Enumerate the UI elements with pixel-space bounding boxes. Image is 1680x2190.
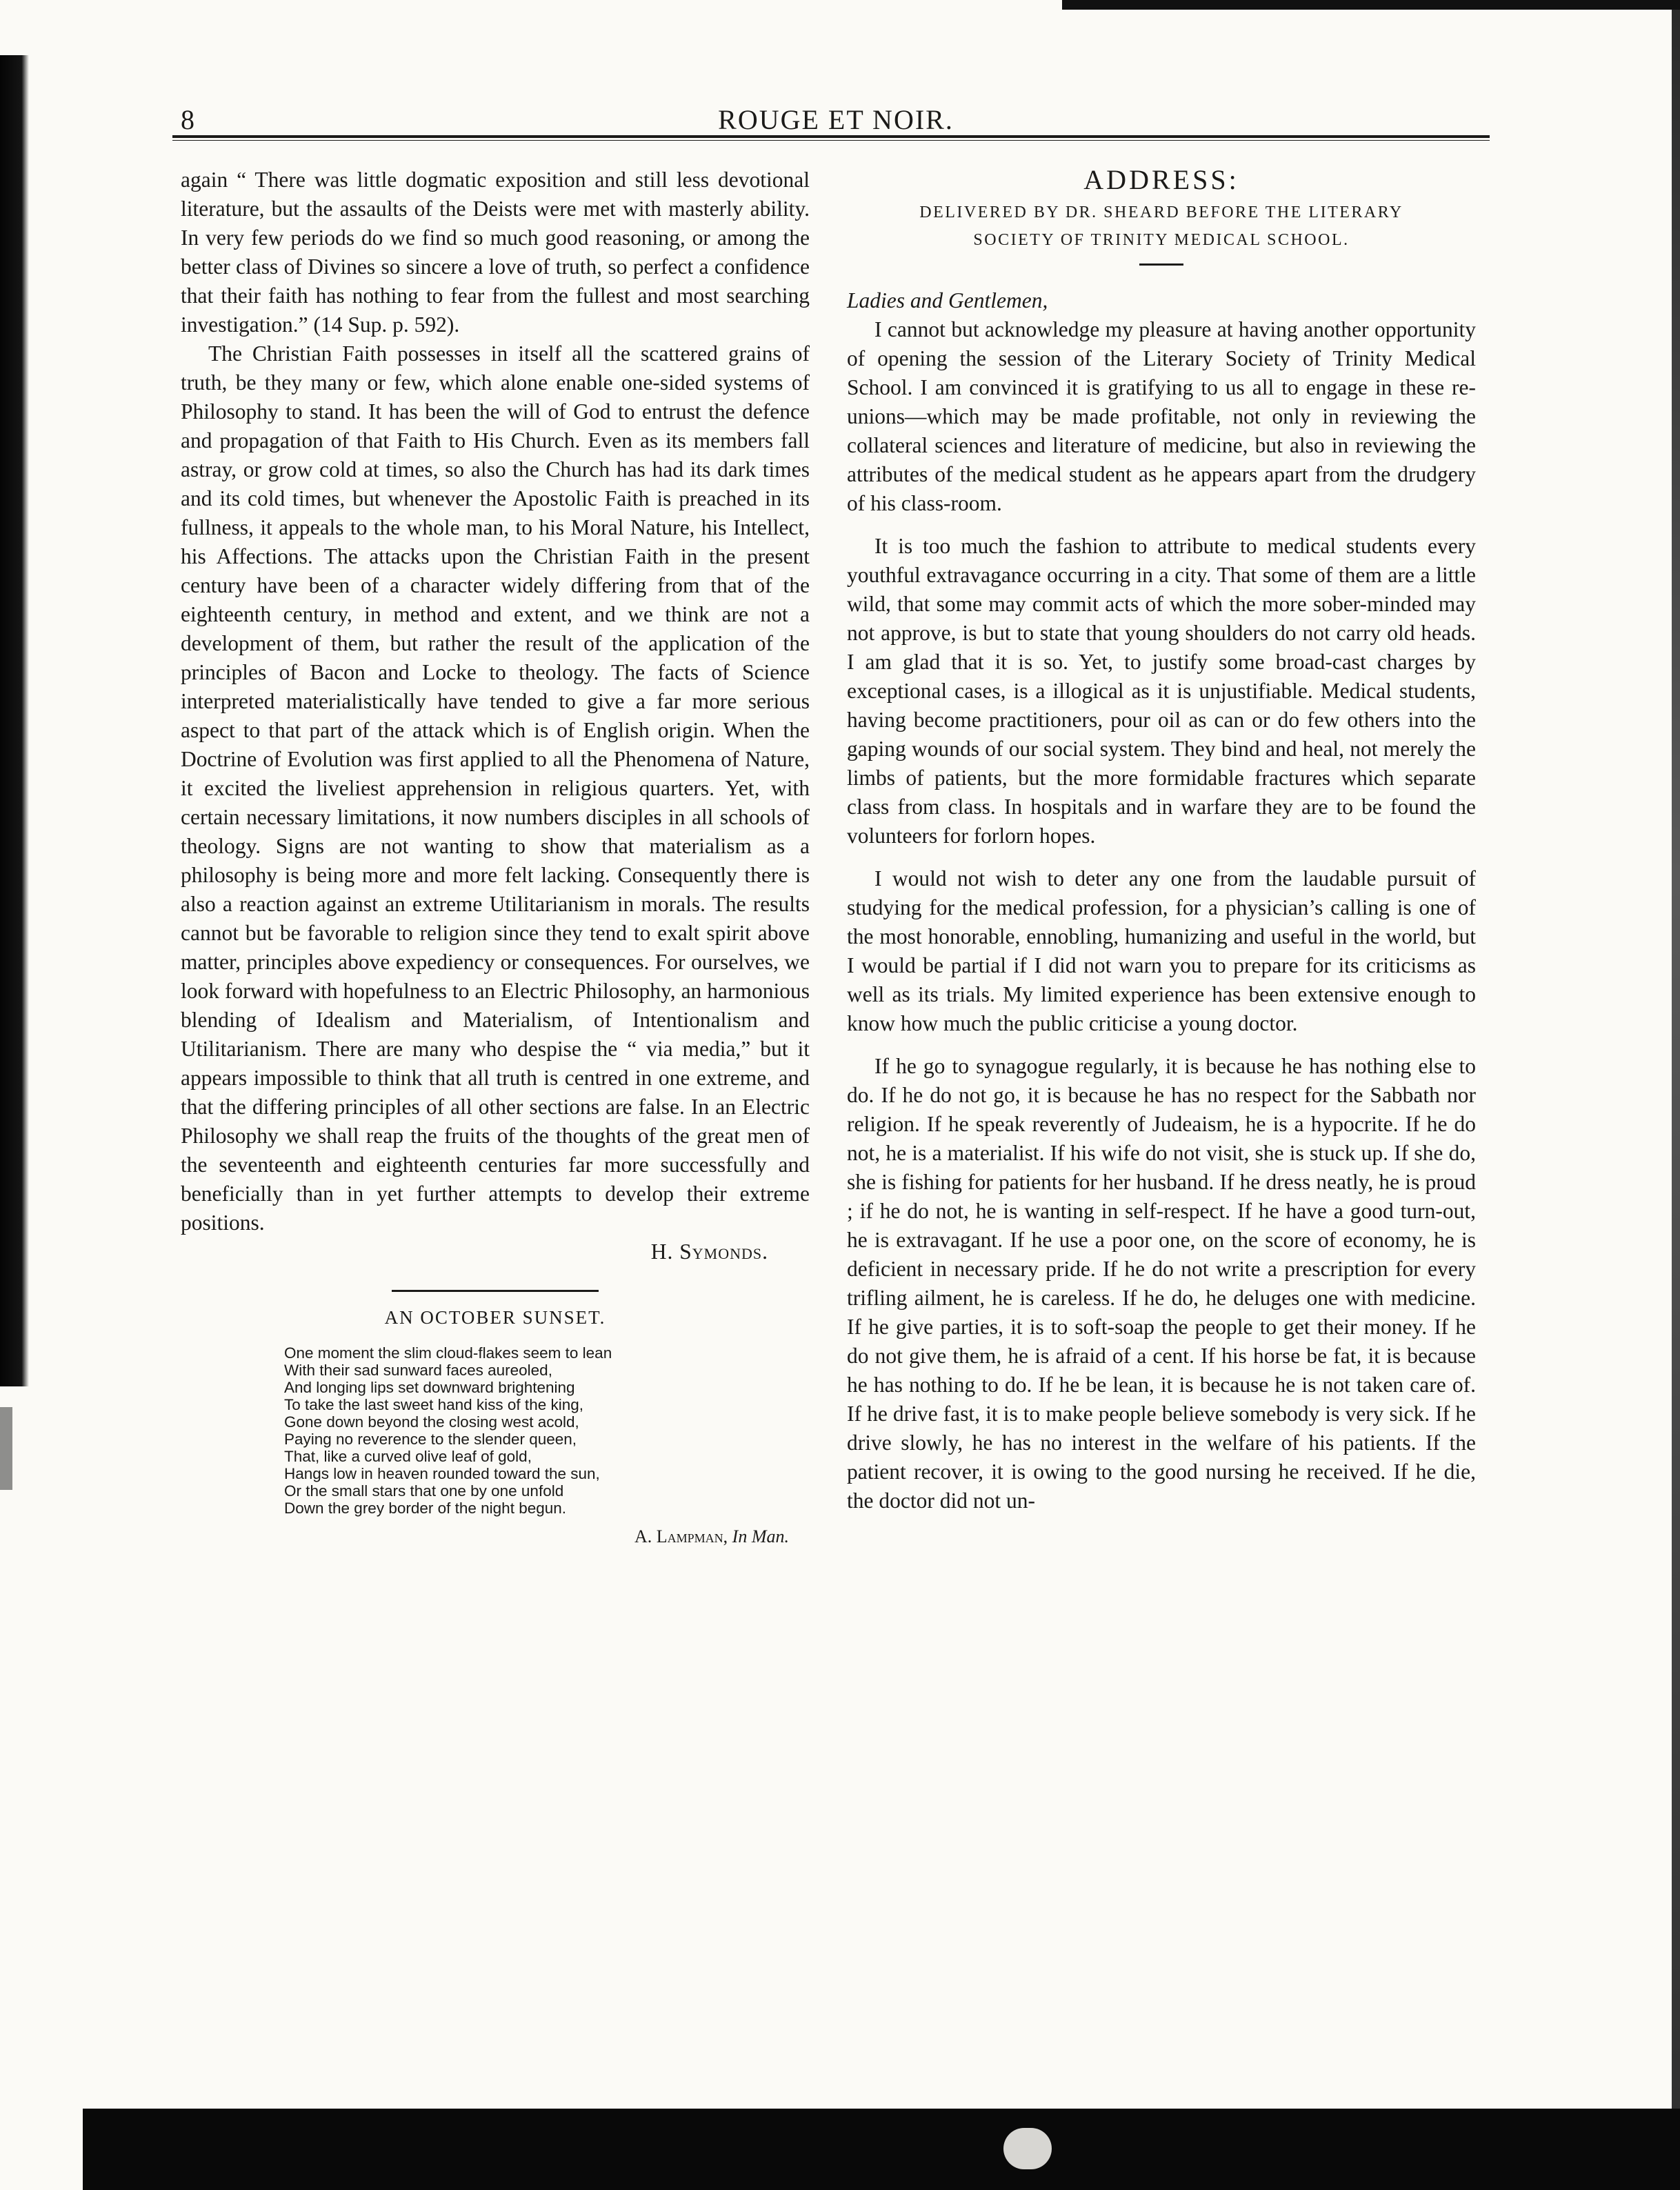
scan-edge-left [0,55,29,1386]
address-paragraph-3: I would not wish to deter any one from the laudable pursuit of studying for the medical profession, for a physician’s calling is one of the most honorable, ennobling, humanizing and useful in the world, but I would be partial if I did not warn you to prepare for its criticisms as well as its trials. My limited experience has been extensive enough to know how much the public criticise a young doctor. [847,866,1476,1035]
article-signature: H. Symonds. [650,1240,768,1264]
poem-line: Down the grey border of the night begun. [284,1500,567,1517]
poem-line: Or the small stars that one by one unfold [284,1482,564,1500]
section-divider [392,1290,599,1292]
scan-edge-left-speck [0,1407,12,1490]
scan-bottom-highlight [1003,2128,1052,2169]
poem-line: One moment the slim cloud-flakes seem to lean [284,1344,612,1362]
poem-line: With their sad sunward faces aureoled, [284,1362,552,1379]
poem-line: Paying no reverence to the slender queen, [284,1431,577,1448]
address-subtitle-line-2: SOCIETY OF TRINITY MEDICAL SCHOOL. [973,231,1350,249]
poem-author: A. Lampman, [634,1526,728,1546]
address-subtitle-line-1: DELIVERED BY DR. SHEARD BEFORE THE LITERARY [919,203,1403,221]
running-head: ROUGE ET NOIR. [718,104,954,135]
header-rule [172,135,1490,141]
left-column [181,166,810,1551]
poem-line: Gone down beyond the closing west acold, [284,1413,579,1431]
poem-title: AN OCTOBER SUNSET. [384,1307,606,1328]
salutation: Ladies and Gentlemen, [847,288,1048,312]
poem-line: Hangs low in heaven rounded toward the sun, [284,1465,600,1482]
left-paragraph-2: The Christian Faith possesses in itself all the scattered grains of truth, be they many or few, which alone enable one-sided systems of Philosophy to stand. It has been the will of God to entrust the defence and propagation of that Faith to His Church. Even as its members fall astray, or grow cold at times, so also the Church has had its dark times and its cold times, but whenever the Apostolic Faith is preached in its fullness, it appeals to the whole man, to his Moral Nature, his Intellect, his Affections. The attacks upon the Christian Faith in the present century have been of a character widely differing from that of the eighteenth century, in method and extent, and we think are not a development of them, but rather the result of the application of the principles of Bacon and Locke to theology. The facts of Science interpreted materialistically have tended to give a far more serious aspect to that part of the attack which is of English origin. When the Doctrine of Evolution was first applied to all the Phenomena of Nature, it excited the liveliest apprehension in religious quarters. Yet, with certain necessary limitations, it now numbers disciples in all schools of theology. Signs are not wanting to show that materialism as a philosophy is being more and more felt lacking. Consequently there is also a reaction against an extreme Utilitarianism in morals. The results cannot but be favorable to religion since they tend to exalt spirit above matter, principles above expediency or consequences. For ourselves, we look forward with hopefulness to an Electric Philosophy, an harmonious blending of Idealism and Materialism, of Intentionalism and Utilitarianism. There are many who despise the “ via media,” but it appears impossible to think that all truth is centred in one extreme, and that the differing principles of all other sections are false. In an Electric Philosophy we shall reap the fruits of the thoughts of the great men of the seventeenth and eighteenth centuries far more successfully and beneficially than in yet further attempts to develop their extreme positions. [181,341,810,1235]
address-paragraph-2: It is too much the fashion to attribute to medical students every youthful extravagance occurring in a city. That some of them are a little wild, that some may commit acts of which the more sober-minded may not approve, is but to state that young shoulders do not carry old heads. I am glad that it is so. Yet, to justify some broad-cast charges by exceptional cases, is a illogical as it is unjustifiable. Medical students, having become practitioners, pour oil as can or do few others into the gaping wounds of our social system. They bind and heal, not merely the limbs of patients, but the more formidable fractures which separate class from class. In hospitals and in warfare they are to be found the volunteers for forlorn hopes. [847,534,1476,848]
poem-credit [181,1522,810,1551]
page-number: 8 [181,104,194,135]
poem-line: To take the last sweet hand kiss of the king, [284,1396,583,1413]
left-paragraph-1: again “ There was little dogmatic exposition and still less devotional literature, but the assaults of the Deists were met with masterly ability. In very few periods do we find so much good reasoning, or among the better class of Divines so sincere a love of truth, so perfect a confidence that their faith has nothing to fear from the fullest and most searching investigation.” (14 Sup. p. 592). [181,168,810,337]
address-divider [1139,263,1183,266]
poem-source: In Man. [732,1526,789,1546]
right-column [847,166,1476,1515]
poem-body [284,1344,810,1517]
scan-edge-top [1062,0,1680,10]
poem-line: And longing lips set downward brightening [284,1379,575,1396]
page-header [181,103,1491,139]
poem-line: That, like a curved olive leaf of gold, [284,1448,532,1465]
scan-edge-right [1672,0,1680,2190]
address-paragraph-4: If he go to synagogue regularly, it is because he has nothing else to do. If he do not go, it is because he has no respect for the Sabbath nor religion. If he speak reverently of Judeaism, he is a hypocrite. If he do not, he is a materialist. If his wife do not visit, she is stuck up. If she do, she is fishing for patients for her husband. If he dress neatly, he is proud ; if he do not, he is wanting in self-respect. If he have a good turn-out, he is extravagant. If he use a poor one, on the score of economy, he is deficient in necessary pride. If he do not write a prescription for every trifling ailment, he is careless. If he do, he deluges one with medicine. If he give parties, it is to soft-soap the people to get their money. If he do not give them, he is afraid of a cent. If his horse be fat, it is because he has nothing to do. If he be lean, it is because he is not taken care of. If he drive fast, it is to make people believe somebody is very sick. If he drive slowly, he has no interest in the welfare of his patients. If the patient recover, it is owing to the good nursing he received. If he die, the doctor did not un- [847,1054,1476,1513]
address-paragraph-1: I cannot but acknowledge my pleasure at having another opportunity of opening the session of the Literary Society of Trinity Medical School. I am convinced it is gratifying to us all to engage in these re-unions—which may be made profitable, not only in reviewing the collateral sciences and literature of medicine, but also in reviewing the attributes of the medical student as he appears apart from the drudgery of his class-room. [847,317,1476,515]
address-title: ADDRESS: [1083,164,1239,195]
scan-edge-bottom [83,2109,1680,2190]
